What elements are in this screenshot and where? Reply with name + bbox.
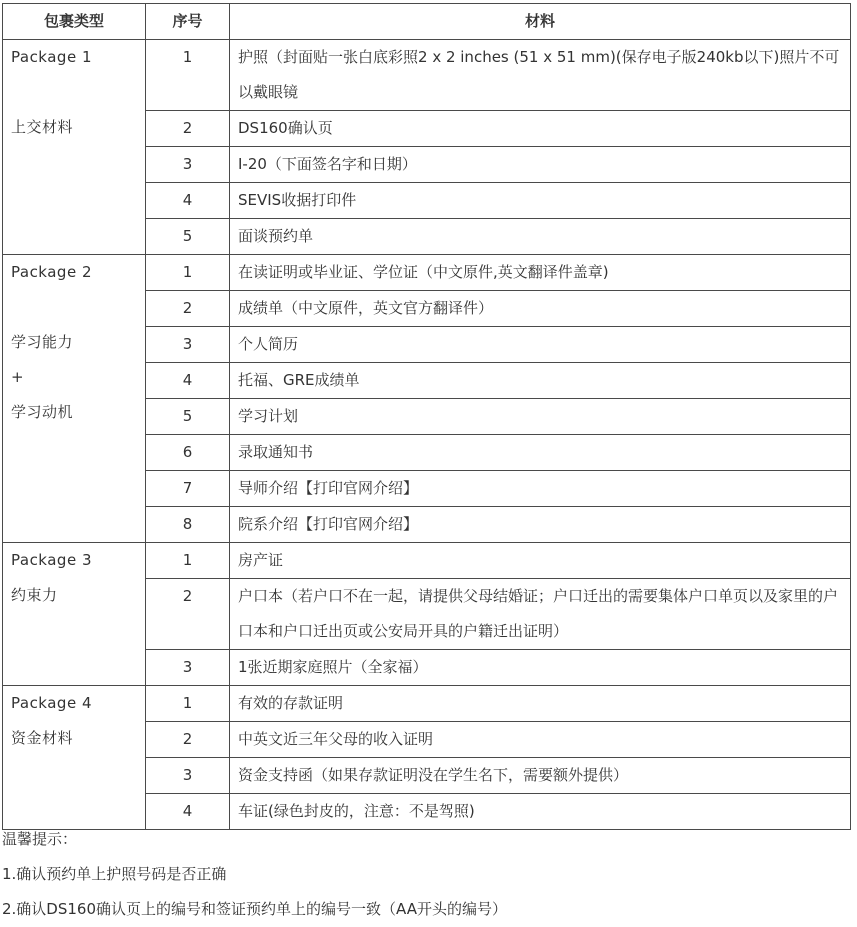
- package-type-cell: [3, 255, 146, 543]
- table-row: [3, 543, 851, 579]
- item-number-cell: 8: [146, 507, 230, 543]
- material-cell: 录取通知书: [230, 435, 851, 471]
- item-number-cell: 7: [146, 471, 230, 507]
- package-label-line: 学习动机: [11, 403, 74, 421]
- table-row: [3, 255, 851, 291]
- package-label-line: +: [11, 368, 25, 386]
- package-label-line: 约束力: [11, 586, 58, 604]
- material-cell: 房产证: [230, 543, 851, 579]
- material-cell: 面谈预约单: [230, 219, 851, 255]
- tip-item-2: 2.确认DS160确认页上的编号和签证预约单上的编号一致（AA开头的编号）: [2, 900, 507, 918]
- material-cell: 托福、GRE成绩单: [230, 363, 851, 399]
- package-label-line: 上交材料: [11, 118, 74, 136]
- material-cell: 在读证明或毕业证、学位证（中文原件,英文翻译件盖章): [230, 255, 851, 291]
- item-number-cell: 5: [146, 219, 230, 255]
- material-cell: 有效的存款证明: [230, 686, 851, 722]
- material-cell: SEVIS收据打印件: [230, 183, 851, 219]
- material-cell: 车证(绿色封皮的，注意：不是驾照): [230, 794, 851, 830]
- package-label-line: 资金材料: [11, 729, 74, 747]
- materials-table: [2, 3, 851, 830]
- item-number-cell: 3: [146, 147, 230, 183]
- table-header: [3, 4, 851, 40]
- package-type-cell: [3, 686, 146, 830]
- package-label-line: Package 4: [11, 694, 92, 712]
- item-number-cell: 1: [146, 40, 230, 111]
- material-cell: I-20（下面签名字和日期）: [230, 147, 851, 183]
- package-label-line: 学习能力: [11, 333, 74, 351]
- header-package-type: 包裹类型: [3, 4, 146, 40]
- material-cell: 个人简历: [230, 327, 851, 363]
- table-row: [3, 40, 851, 111]
- item-number-cell: 4: [146, 363, 230, 399]
- table-body: [3, 40, 851, 830]
- item-number-cell: 3: [146, 327, 230, 363]
- item-number-cell: 2: [146, 291, 230, 327]
- material-cell: 资金支持函（如果存款证明没在学生名下，需要额外提供）: [230, 758, 851, 794]
- item-number-cell: 4: [146, 794, 230, 830]
- material-cell: 成绩单（中文原件，英文官方翻译件）: [230, 291, 851, 327]
- material-cell: DS160确认页: [230, 111, 851, 147]
- tips-section: [2, 822, 852, 927]
- item-number-cell: 4: [146, 183, 230, 219]
- tip-item-1: 1.确认预约单上护照号码是否正确: [2, 865, 227, 883]
- material-cell: 护照（封面贴一张白底彩照2 x 2 inches (51 x 51 mm)(保存电子版240kb以下)照片不可以戴眼镜: [230, 40, 851, 111]
- item-number-cell: 2: [146, 722, 230, 758]
- item-number-cell: 1: [146, 255, 230, 291]
- package-type-cell: [3, 543, 146, 686]
- material-cell: 导师介绍【打印官网介绍】: [230, 471, 851, 507]
- item-number-cell: 3: [146, 758, 230, 794]
- material-cell: 院系介绍【打印官网介绍】: [230, 507, 851, 543]
- item-number-cell: 1: [146, 686, 230, 722]
- material-cell: 户口本（若户口不在一起，请提供父母结婚证；户口迁出的需要集体户口单页以及家里的户口本和户口迁出页或公安局开具的户籍迁出证明）: [230, 579, 851, 650]
- tips-title: 温馨提示：: [2, 830, 78, 848]
- item-number-cell: 1: [146, 543, 230, 579]
- item-number-cell: 3: [146, 650, 230, 686]
- package-label-line: Package 1: [11, 48, 92, 66]
- package-label-line: Package 3: [11, 551, 92, 569]
- item-number-cell: 2: [146, 111, 230, 147]
- material-cell: 1张近期家庭照片（全家福）: [230, 650, 851, 686]
- material-cell: 学习计划: [230, 399, 851, 435]
- header-material: 材料: [230, 4, 851, 40]
- item-number-cell: 5: [146, 399, 230, 435]
- package-label-line: Package 2: [11, 263, 92, 281]
- material-cell: 中英文近三年父母的收入证明: [230, 722, 851, 758]
- package-label-line: [11, 75, 137, 110]
- package-type-cell: [3, 40, 146, 255]
- table-row: [3, 686, 851, 722]
- header-number: 序号: [146, 4, 230, 40]
- header-row: [3, 4, 851, 40]
- item-number-cell: 6: [146, 435, 230, 471]
- item-number-cell: 2: [146, 579, 230, 650]
- package-label-line: [11, 290, 137, 325]
